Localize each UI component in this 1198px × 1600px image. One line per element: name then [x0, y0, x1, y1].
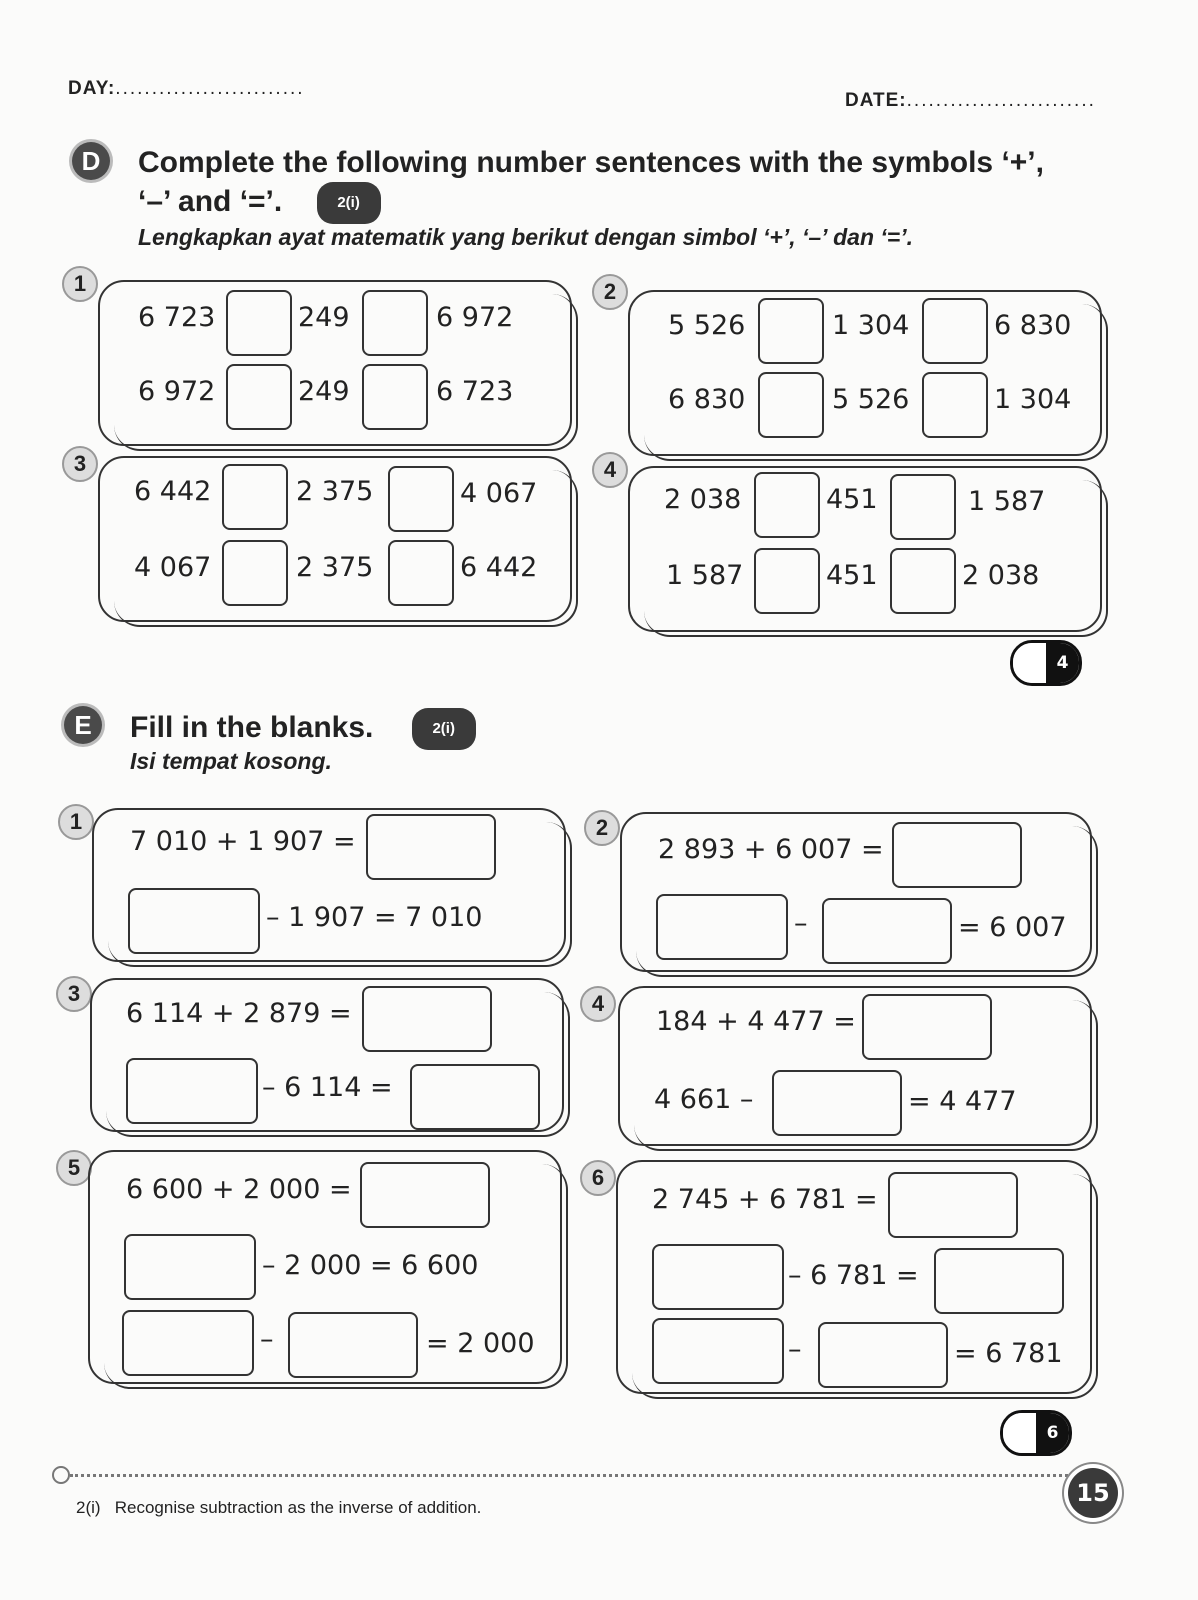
e-q6-answer-c1[interactable] [652, 1318, 784, 1384]
d-q3-r2-b: 2 375 [296, 552, 374, 583]
d-q4-r2-a: 1 587 [666, 560, 744, 591]
footer-learning-objective: 2(i) Recognise subtraction as the inverse of addition. [76, 1498, 482, 1517]
section-e-score-badge [1000, 1410, 1072, 1456]
date-field [845, 90, 1096, 112]
section-d-score-badge [1010, 640, 1082, 686]
e-q5-minus: – [260, 1324, 274, 1355]
e-q5-number: 5 [56, 1150, 92, 1186]
e-q2-number: 2 [584, 810, 620, 846]
section-e-title [130, 708, 476, 750]
e-q5-line-a: 6 600 + 2 000 = [126, 1174, 352, 1205]
d-q1-r2-box2[interactable] [362, 364, 428, 430]
e-q2-answer-b1[interactable] [656, 894, 788, 960]
day-label: DAY: [68, 78, 116, 99]
d-q1-r1-box1[interactable] [226, 290, 292, 356]
e-q3-answer-b1[interactable] [126, 1058, 258, 1124]
d-q4-r1-box2[interactable] [890, 474, 956, 540]
section-e-badge: E [64, 706, 102, 744]
e-q2-answer-a[interactable] [892, 822, 1022, 888]
e-q1-number: 1 [58, 804, 94, 840]
e-q1-answer-a[interactable] [366, 814, 496, 880]
e-q6-line-a: 2 745 + 6 781 = [652, 1184, 878, 1215]
day-field [68, 78, 305, 100]
d-q2-r2-a: 6 830 [668, 384, 746, 415]
footer-divider [70, 1474, 1068, 1477]
d-q3-r1-c: 4 067 [460, 478, 538, 509]
e-q6-answer-c2[interactable] [818, 1322, 948, 1388]
d-q2-r2-b: 5 526 [832, 384, 910, 415]
d-q2-r2-box1[interactable] [758, 372, 824, 438]
section-d-score: 4 [1046, 643, 1079, 683]
d-q4-r2-box1[interactable] [754, 548, 820, 614]
d-q1-r1-a: 6 723 [138, 302, 216, 333]
d-q4-number: 4 [592, 452, 628, 488]
d-q3-r1-a: 6 442 [134, 476, 212, 507]
e-q2-line-b-end: = 6 007 [958, 912, 1067, 943]
section-d-title-line2-text: ‘–’ and ‘=’. [138, 184, 283, 218]
e-q5-line-b: – 2 000 = 6 600 [262, 1250, 479, 1281]
e-q4-line-b-start: 4 661 – [654, 1084, 754, 1115]
e-q5-line-c-end: = 2 000 [426, 1328, 535, 1359]
d-q2-number: 2 [592, 274, 628, 310]
d-q2-r2-c: 1 304 [994, 384, 1072, 415]
section-e-score: 6 [1036, 1413, 1069, 1453]
section-d-title-line1: Complete the following number sentences with the symbols ‘+’, [138, 146, 1044, 179]
e-q1-line-a: 7 010 + 1 907 = [130, 826, 356, 857]
d-q4-r1-b: 451 [826, 484, 878, 515]
page-number: 15 [1068, 1468, 1118, 1518]
e-q5-answer-c2[interactable] [288, 1312, 418, 1378]
e-q2-line-a: 2 893 + 6 007 = [658, 834, 884, 865]
e-q4-answer-b[interactable] [772, 1070, 902, 1136]
day-dots: .......................... [115, 78, 305, 99]
d-q1-r1-box2[interactable] [362, 290, 428, 356]
e-q6-line-b: – 6 781 = [788, 1260, 919, 1291]
section-d-badge: D [72, 142, 110, 180]
d-q2-r2-box2[interactable] [922, 372, 988, 438]
e-q3-answer-a[interactable] [362, 986, 492, 1052]
d-q3-r1-box2[interactable] [388, 466, 454, 532]
d-q1-number: 1 [62, 266, 98, 302]
section-e-score-blank [1003, 1413, 1036, 1453]
section-d-tag: 2(i) [317, 182, 381, 224]
e-q6-line-c-end: = 6 781 [954, 1338, 1063, 1369]
d-q4-r2-box2[interactable] [890, 548, 956, 614]
d-q1-r2-box1[interactable] [226, 364, 292, 430]
e-q4-number: 4 [580, 986, 616, 1022]
e-q6-answer-a[interactable] [888, 1172, 1018, 1238]
date-label: DATE: [845, 90, 907, 111]
e-q3-number: 3 [56, 976, 92, 1012]
d-q4-r1-a: 2 038 [664, 484, 742, 515]
e-q2-answer-b2[interactable] [822, 898, 952, 964]
footer-line-start-dot [52, 1466, 70, 1484]
d-q2-r1-c: 6 830 [994, 310, 1072, 341]
d-q4-r2-c: 2 038 [962, 560, 1040, 591]
d-q4-r1-c: 1 587 [968, 486, 1046, 517]
d-q3-r2-c: 6 442 [460, 552, 538, 583]
d-q4-r2-b: 451 [826, 560, 878, 591]
section-e-tag: 2(i) [412, 708, 476, 750]
section-d-score-blank [1013, 643, 1046, 683]
e-q1-line-b: – 1 907 = 7 010 [266, 902, 483, 933]
e-q5-answer-b[interactable] [124, 1234, 256, 1300]
d-q3-r2-box1[interactable] [222, 540, 288, 606]
d-q4-r1-box1[interactable] [754, 472, 820, 538]
d-q1-r1-b: 249 [298, 302, 350, 333]
e-q1-answer-b[interactable] [128, 888, 260, 954]
e-q3-line-b: – 6 114 = [262, 1072, 393, 1103]
d-q1-r2-b: 249 [298, 376, 350, 407]
d-q2-r1-box2[interactable] [922, 298, 988, 364]
section-e-subtitle: Isi tempat kosong. [130, 748, 332, 774]
e-q3-line-a: 6 114 + 2 879 = [126, 998, 352, 1029]
section-d-subtitle: Lengkapkan ayat matematik yang berikut dengan simbol ‘+’, ‘–’ dan ‘=’. [138, 224, 913, 250]
d-q3-r2-box2[interactable] [388, 540, 454, 606]
d-q1-r2-a: 6 972 [138, 376, 216, 407]
e-q5-answer-c1[interactable] [122, 1310, 254, 1376]
section-e-title-text: Fill in the blanks. [130, 710, 374, 744]
d-q3-number: 3 [62, 446, 98, 482]
e-q5-answer-a[interactable] [360, 1162, 490, 1228]
d-q3-r2-a: 4 067 [134, 552, 212, 583]
e-q4-answer-a[interactable] [862, 994, 992, 1060]
e-q2-minus: – [794, 908, 808, 939]
e-q6-answer-b1[interactable] [652, 1244, 784, 1310]
d-q3-r1-box1[interactable] [222, 464, 288, 530]
e-q6-answer-b2[interactable] [934, 1248, 1064, 1314]
d-q3-r1-b: 2 375 [296, 476, 374, 507]
d-q1-r1-c: 6 972 [436, 302, 514, 333]
e-q4-line-b-end: = 4 477 [908, 1086, 1017, 1117]
date-dots: .......................... [906, 90, 1096, 111]
section-d-title-line2 [138, 182, 381, 224]
d-q2-r1-b: 1 304 [832, 310, 910, 341]
d-q2-r1-a: 5 526 [668, 310, 746, 341]
e-q3-answer-b2[interactable] [410, 1064, 540, 1130]
e-q6-minus: – [788, 1334, 802, 1365]
e-q4-line-a: 184 + 4 477 = [656, 1006, 856, 1037]
d-q1-r2-c: 6 723 [436, 376, 514, 407]
d-q2-r1-box1[interactable] [758, 298, 824, 364]
e-q6-number: 6 [580, 1160, 616, 1196]
